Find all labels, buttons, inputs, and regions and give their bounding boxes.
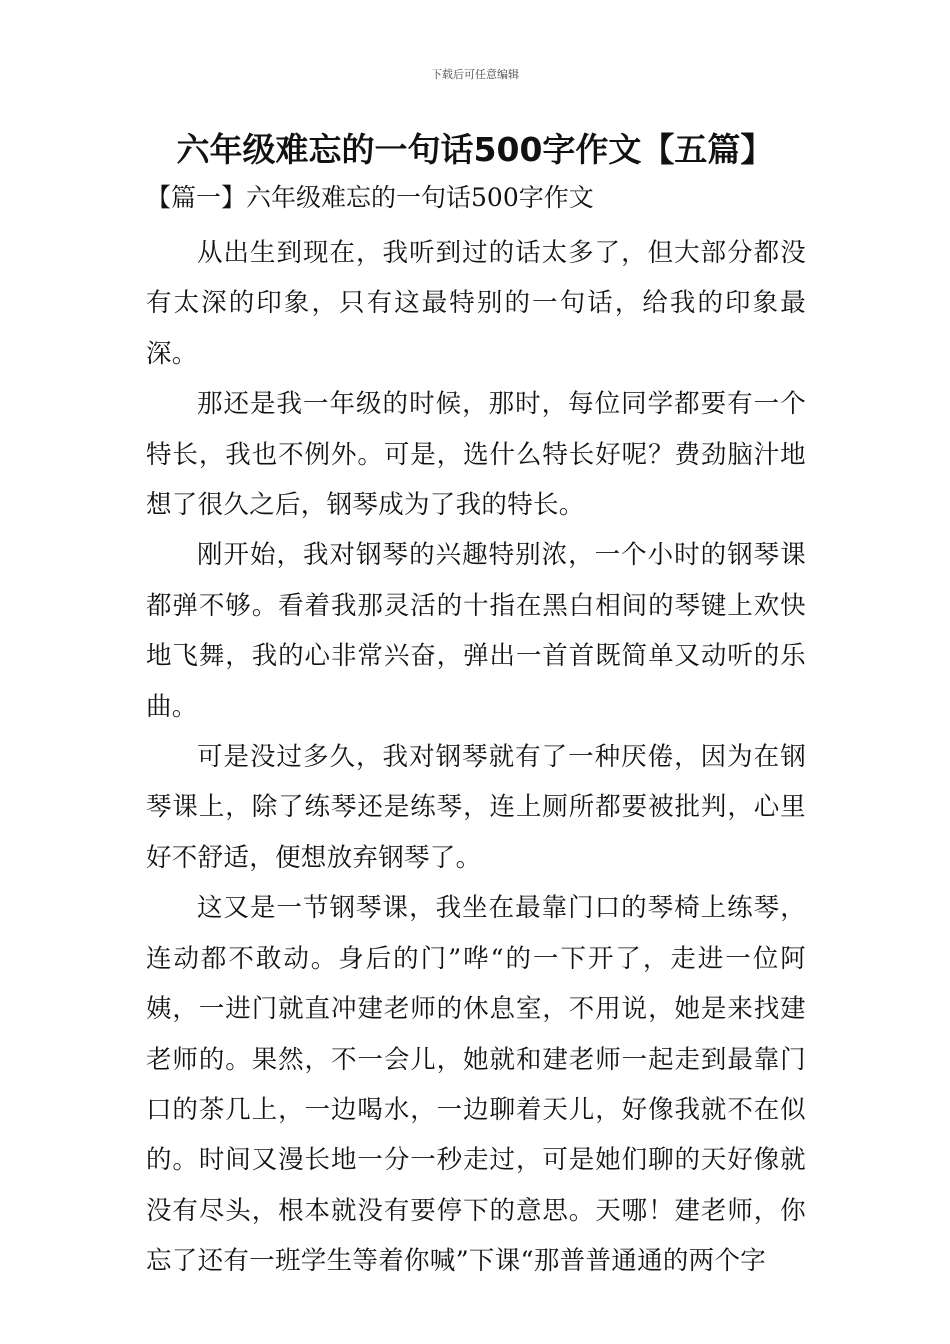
paragraph: 从出生到现在，我听到过的话太多了，但大部分都没有太深的印象，只有这最特别的一句话，给我的印象最深。	[146, 238, 806, 369]
section-heading: 【篇一】六年级难忘的一句话500字作文	[146, 183, 594, 212]
page-header-note: 下载后可任意编辑	[431, 68, 519, 81]
paragraph: 这又是一节钢琴课，我坐在最靠门口的琴椅上练琴，连动都不敢动。身后的门”哗“的一下开了，走进一位阿姨，一进门就直冲建老师的休息室，不用说，她是来找建老师的。果然，不一会儿，她就和建老师一起走到最靠门口的茶几上，一边喝水，一边聊着天儿，好像我就不在似的。时间又漫长地一分一秒走过，可是她们聊的天好像就没有尽头，根本就没有要停下的意思。天哪！建老师，你忘了还有一班学生等着你喊”下课“那普普通通的两个字	[146, 893, 806, 1277]
document-title: 六年级难忘的一句话500字作文【五篇】	[176, 130, 774, 169]
paragraph: 刚开始，我对钢琴的兴趣特别浓，一个小时的钢琴课都弹不够。看着我那灵活的十指在黑白相间的琴键上欢快地飞舞，我的心非常兴奋，弹出一首首既简单又动听的乐曲。	[146, 540, 806, 722]
paragraph: 那还是我一年级的时候，那时，每位同学都要有一个特长，我也不例外。可是，选什么特长好呢？费劲脑汁地想了很久之后，钢琴成为了我的特长。	[146, 389, 806, 521]
essay-body	[146, 228, 806, 1287]
paragraph: 可是没过多久，我对钢琴就有了一种厌倦，因为在钢琴课上，除了练琴还是练琴，连上厕所都要被批判，心里好不舒适，便想放弃钢琴了。	[146, 742, 806, 873]
